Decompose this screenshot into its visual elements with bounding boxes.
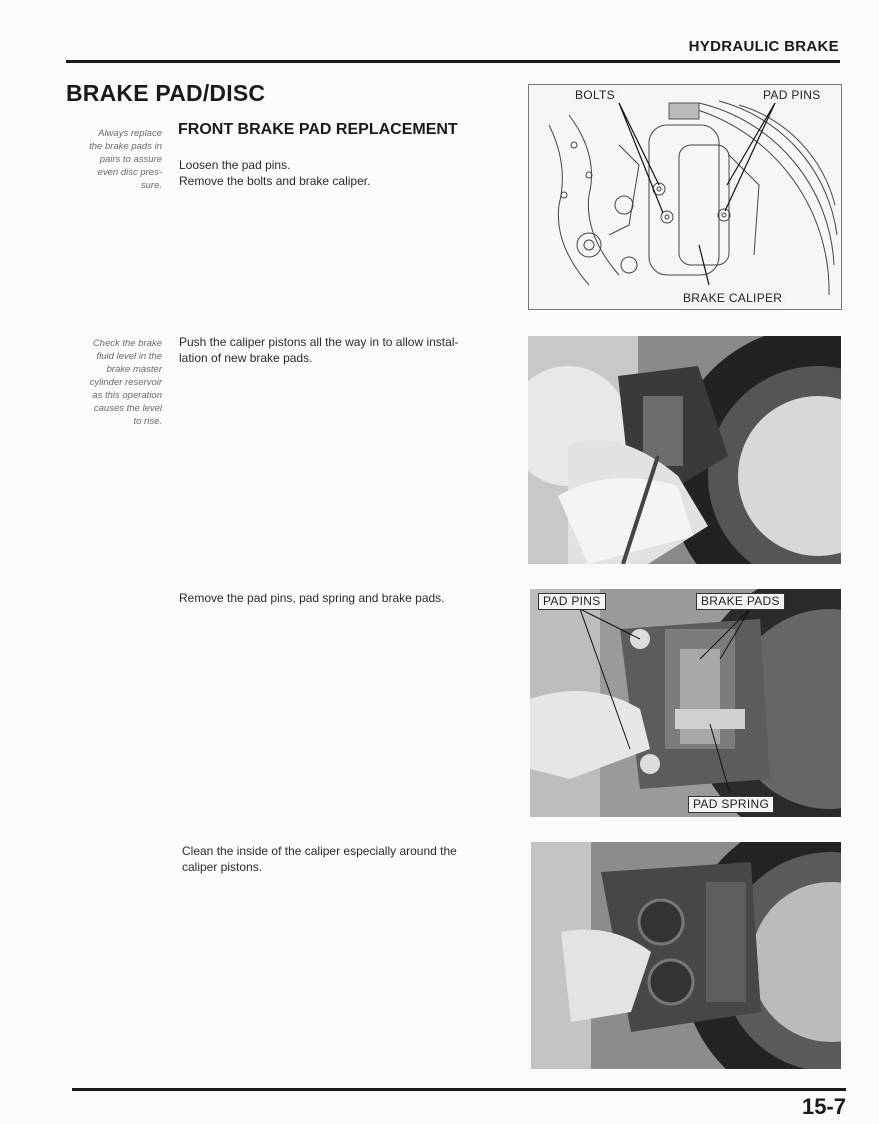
label-pad-spring: PAD SPRING bbox=[688, 796, 774, 813]
side-note-line: Always replace bbox=[98, 128, 162, 139]
side-note-line: Check the brake bbox=[92, 338, 162, 349]
label-bolts: BOLTS bbox=[571, 88, 619, 103]
section-title: BRAKE PAD/DISC bbox=[66, 80, 266, 106]
caliper-line-drawing bbox=[529, 85, 841, 309]
side-note-line: brake master bbox=[106, 364, 162, 375]
procedure-title: FRONT BRAKE PAD REPLACEMENT bbox=[178, 121, 458, 138]
side-note-fluid-level bbox=[66, 337, 162, 428]
side-note-line: fluid level in the bbox=[96, 351, 162, 362]
step-line: Remove the bolts and brake caliper. bbox=[179, 174, 371, 188]
step-1-text bbox=[179, 157, 519, 189]
photo-push-pistons bbox=[528, 336, 841, 564]
side-note-line: cylinder reservoir bbox=[89, 377, 162, 388]
label-brake-caliper: BRAKE CALIPER bbox=[679, 291, 786, 306]
header-title: HYDRAULIC BRAKE bbox=[688, 38, 839, 55]
label-brake-pads: BRAKE PADS bbox=[696, 593, 785, 610]
side-note-line: even disc pres- bbox=[97, 167, 162, 178]
photo-remove-pads bbox=[530, 589, 841, 817]
side-note-line: sure. bbox=[140, 180, 162, 191]
step-line: Remove the pad pins, pad spring and brake pads. bbox=[179, 591, 445, 605]
step-line: caliper pistons. bbox=[182, 860, 263, 874]
label-pad-pins-photo: PAD PINS bbox=[538, 593, 606, 610]
side-note-line: to rise. bbox=[133, 416, 162, 427]
page-number: 15-7 bbox=[801, 1094, 846, 1119]
side-note-line: causes the level bbox=[93, 403, 162, 414]
step-3-text bbox=[179, 590, 519, 606]
clean-caliper-photo bbox=[531, 842, 841, 1069]
step-line: Loosen the pad pins. bbox=[179, 158, 291, 172]
photo-clean-caliper bbox=[531, 842, 841, 1069]
step-4-text bbox=[182, 843, 522, 875]
step-line: lation of new brake pads. bbox=[179, 351, 313, 365]
side-note-line: as this operation bbox=[92, 390, 162, 401]
footer-rule bbox=[72, 1088, 846, 1091]
step-line: Push the caliper pistons all the way in to allow instal- bbox=[179, 335, 459, 349]
side-note-line: pairs to assure bbox=[99, 154, 162, 165]
header-rule bbox=[66, 60, 840, 63]
side-note-replace-pads bbox=[66, 127, 162, 192]
label-pad-pins: PAD PINS bbox=[759, 88, 825, 103]
step-line: Clean the inside of the caliper especially around the bbox=[182, 844, 457, 858]
step-2-text bbox=[179, 334, 519, 366]
figure-caliper-drawing bbox=[528, 84, 842, 310]
side-note-line: the brake pads in bbox=[89, 141, 162, 152]
remove-pads-photo bbox=[530, 589, 841, 817]
push-pistons-photo bbox=[528, 336, 841, 564]
